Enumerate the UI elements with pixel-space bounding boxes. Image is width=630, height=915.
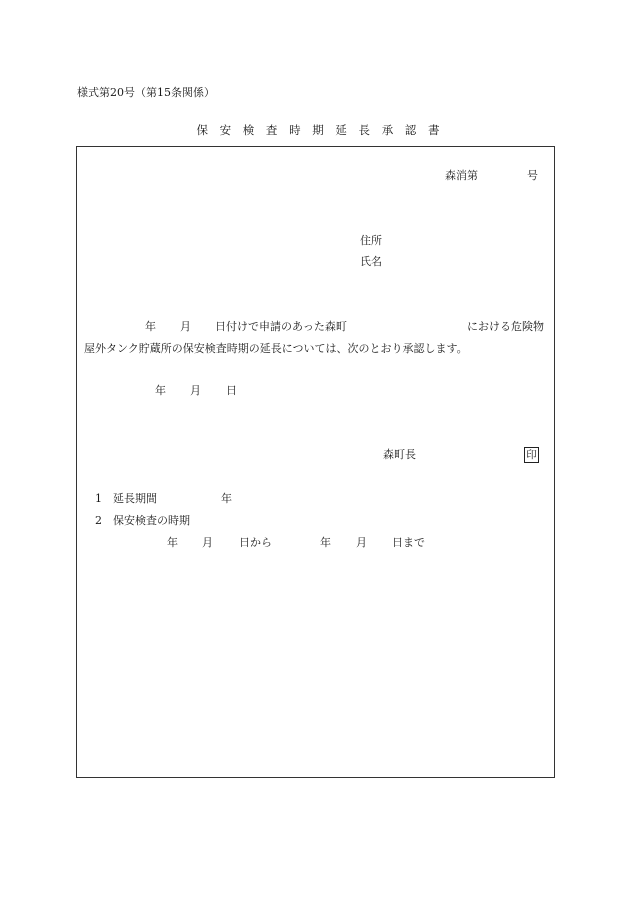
period-from: 日から xyxy=(239,536,272,549)
body-day-text: 日付けで申請のあった森町 xyxy=(215,320,347,333)
form-frame xyxy=(76,146,555,778)
address-label: 住所 xyxy=(360,234,382,247)
ref-number-suffix: 号 xyxy=(527,169,538,182)
period-month-2: 月 xyxy=(356,536,367,549)
body-year: 年 xyxy=(145,320,156,333)
seal-mark: 印 xyxy=(524,447,539,463)
name-label: 氏名 xyxy=(360,255,382,268)
issuer-title: 森町長 xyxy=(383,448,416,461)
ref-number-prefix: 森消第 xyxy=(445,169,478,182)
item-2-label: 保安検査の時期 xyxy=(113,514,190,527)
period-year-2: 年 xyxy=(320,536,331,549)
date-month: 月 xyxy=(190,384,201,397)
period-year-1: 年 xyxy=(167,536,178,549)
date-day: 日 xyxy=(226,384,237,397)
period-month-1: 月 xyxy=(202,536,213,549)
form-number: 様式第20号（第15条関係） xyxy=(77,86,215,99)
item-1-number: 1 xyxy=(95,492,102,505)
item-1-label: 延長期間 xyxy=(113,492,157,505)
body-month: 月 xyxy=(180,320,191,333)
body-line-2: 屋外タンク貯蔵所の保安検査時期の延長については、次のとおり承認します。 xyxy=(84,342,468,355)
period-until: 日まで xyxy=(392,536,425,549)
item-2-number: 2 xyxy=(95,514,102,527)
document-title: 保 安 検 査 時 期 延 長 承 認 書 xyxy=(196,123,444,137)
item-1-unit: 年 xyxy=(221,492,232,505)
body-location-suffix: における危険物 xyxy=(467,320,544,333)
date-year: 年 xyxy=(155,384,166,397)
